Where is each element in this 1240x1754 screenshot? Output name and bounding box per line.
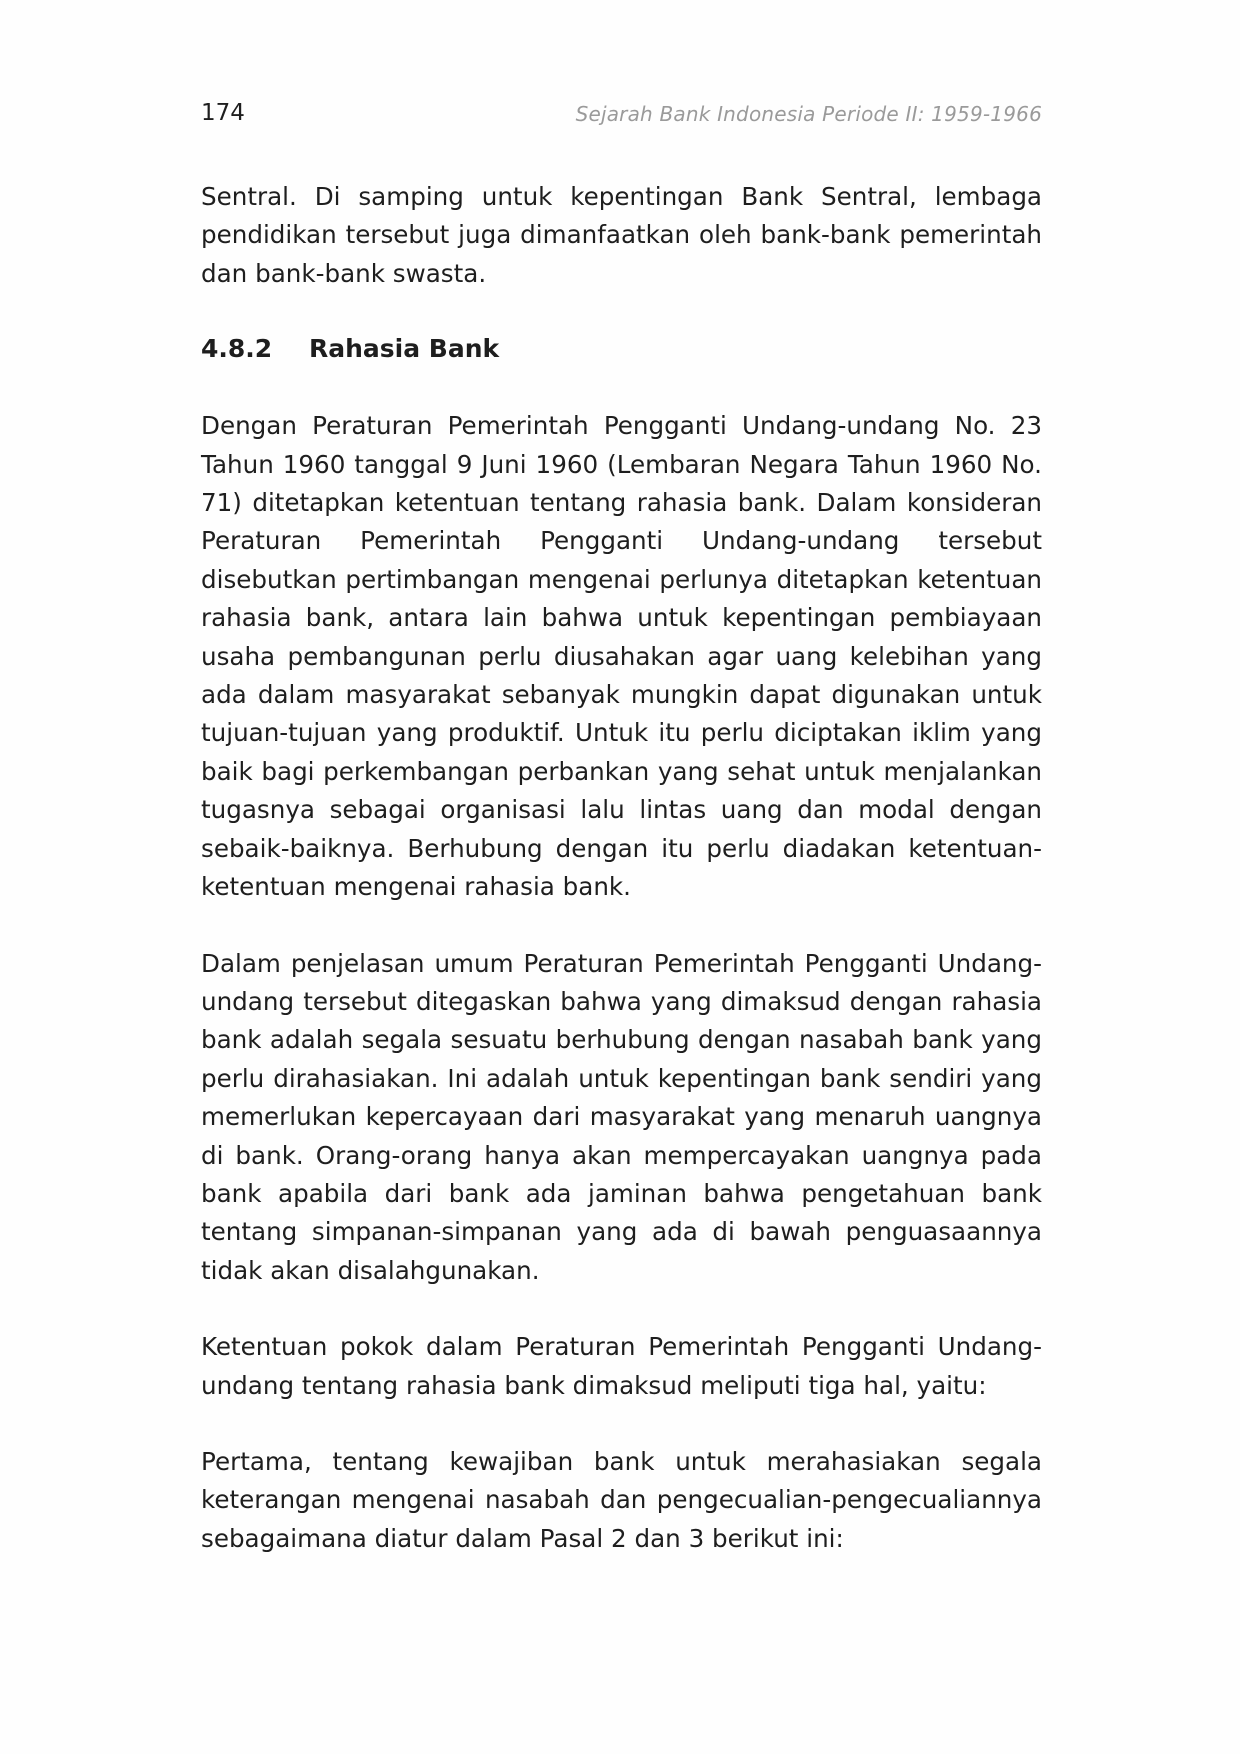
paragraph-3: Ketentuan pokok dalam Peraturan Pemerintah Pengganti Undang-undang tentang rahasia bank dimaksud meliputi tiga hal, yaitu: <box>201 1332 1042 1400</box>
section-heading <box>201 329 1042 369</box>
running-header <box>201 97 1042 129</box>
paragraph-2: Dalam penjelasan umum Peraturan Pemerintah Pengganti Undang-undang tersebut ditegaskan bahwa yang dimaksud dengan rahasia bank adalah segala sesuatu berhubung dengan nasabah bank yang perlu dirahasiakan. Ini adalah untuk kepentingan bank sendiri yang memerlukan kepercayaan dari masyarakat yang menaruh uangnya di bank. Orang-orang hanya akan mempercayakan uangnya pada bank apabila dari bank ada jaminan bahwa pengetahuan bank tentang simpanan-simpanan yang ada di bawah penguasaannya tidak akan disalahgunakan. <box>201 948 1042 1285</box>
page-number: 174 <box>201 100 245 126</box>
body-text <box>201 178 1042 1558</box>
running-title: Sejarah Bank Indonesia Periode II: 1959-1966 <box>575 102 1042 126</box>
section-number: 4.8.2 <box>201 334 273 364</box>
heading-spacer <box>201 369 1042 407</box>
paragraph-4: Pertama, tentang kewajiban bank untuk merahasiakan segala keterangan mengenai nasabah dan pengecualian-pengecualiannya sebagaimana diatur dalam Pasal 2 dan 3 berikut ini: <box>201 1446 1042 1553</box>
intro-paragraph: Sentral. Di samping untuk kepentingan Bank Sentral, lembaga pendidikan tersebut juga dimanfaatkan oleh bank-bank pemerintah dan bank-bank swasta. <box>201 182 1042 288</box>
section-title: Rahasia Bank <box>309 334 500 364</box>
paragraph-1: Dengan Peraturan Pemerintah Pengganti Undang-undang No. 23 Tahun 1960 tanggal 9 Juni 1960 (Lembaran Negara Tahun 1960 No. 71) ditetapkan ketentuan tentang rahasia bank. Dalam konsideran Peraturan Pemerintah Pengganti Undang-undang tersebut disebutkan pertimbangan mengenai perlunya ditetapkan ketentuan rahasia bank, antara lain bahwa untuk kepentingan pembiayaan usaha pembangunan perlu diusahakan agar uang kelebihan yang ada dalam masyarakat sebanyak mungkin dapat digunakan untuk tujuan-tujuan yang produktif. Untuk itu perlu diciptakan iklim yang baik bagi perkembangan perbankan yang sehat untuk menjalankan tugasnya sebagai organisasi lalu lintas uang dan modal dengan sebaik-baiknya. Berhubung dengan itu perlu diadakan ketentuan-ketentuan mengenai rahasia bank. <box>201 411 1042 902</box>
